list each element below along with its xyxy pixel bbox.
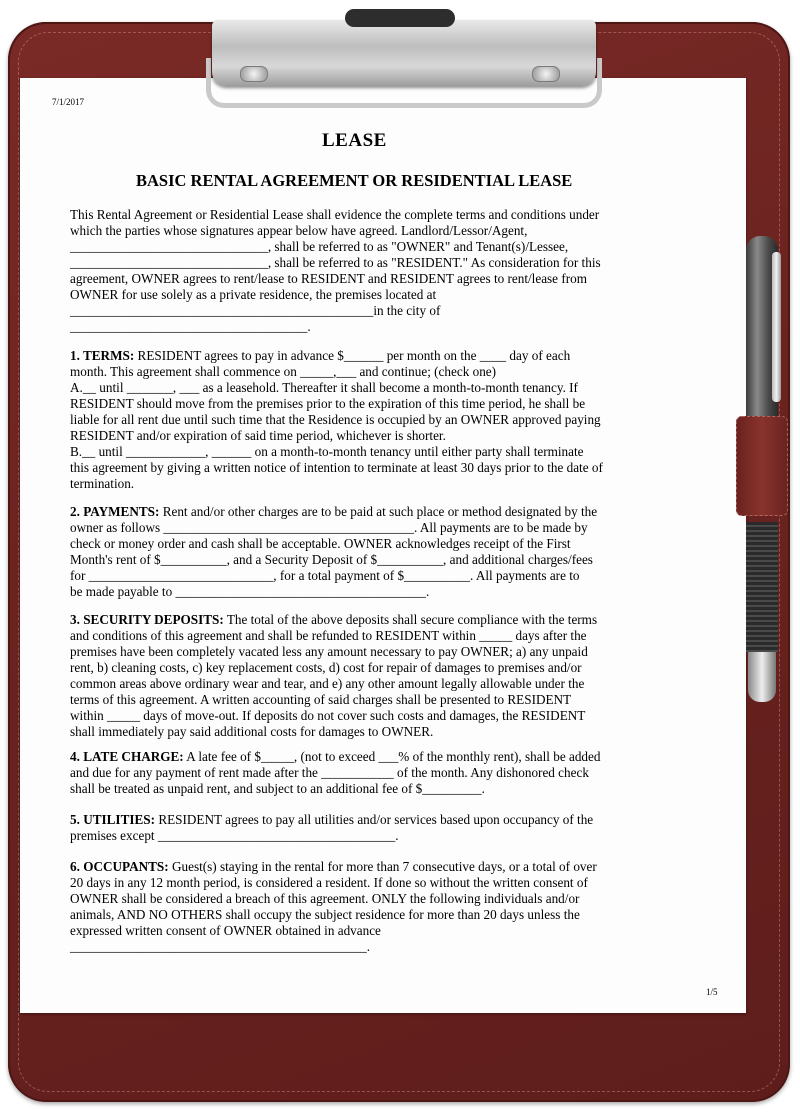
document-date: 7/1/2017: [52, 97, 85, 107]
intro-line: ______________________________, shall be referred to as "RESIDENT." As consideration for this: [70, 255, 601, 270]
payments-line: owner as follows ______________________________________. All payments are to be made by: [70, 520, 588, 535]
occupants-heading: 6. OCCUPANTS:: [70, 859, 169, 874]
intro-line: agreement, OWNER agrees to rent/lease to RESIDENT and RESIDENT agrees to rent/lease from: [70, 271, 587, 286]
pen-grip: [746, 522, 778, 652]
payments-line: Month's rent of $__________, and a Security Deposit of $__________, and additional charges/fees: [70, 552, 593, 567]
payments-line: check or money order and cash shall be acceptable. OWNER acknowledges receipt of the First: [70, 536, 571, 551]
occupants-line: OWNER shall be considered a breach of this agreement. ONLY the following individuals and/or: [70, 891, 580, 906]
occupants-section: [70, 859, 648, 955]
late-charge-line: and due for any payment of rent made after the ___________ of the month. Any dishonored check: [70, 765, 589, 780]
late-charge-heading: 4. LATE CHARGE:: [70, 749, 184, 764]
late-charge-line: shall be treated as unpaid rent, and subject to an additional fee of $_________.: [70, 781, 485, 796]
occupants-line: Guest(s) staying in the rental for more than 7 consecutive days, or a total of over: [168, 859, 597, 874]
late-charge-section: [70, 749, 648, 797]
clip-rivet-left: [240, 66, 268, 82]
terms-line: RESIDENT and/or expiration of said time period, whichever is shorter.: [70, 428, 446, 443]
deposits-line: shall immediately pay said additional costs for damages to OWNER.: [70, 724, 434, 739]
deposits-section: [70, 612, 648, 740]
payments-line: be made payable to ______________________________________.: [70, 584, 430, 599]
document-title: LEASE: [322, 130, 387, 151]
intro-line: ______________________________, shall be referred to as "OWNER" and Tenant(s)/Lessee,: [70, 239, 569, 254]
clip-hinge: [345, 9, 455, 27]
utilities-line: RESIDENT agrees to pay all utilities and/or services based upon occupancy of the: [155, 812, 594, 827]
deposits-line: and conditions of this agreement and shall be refunded to RESIDENT within _____ days after the: [70, 628, 587, 643]
payments-section: [70, 504, 648, 600]
deposits-line: within _____ days of move-out. If deposits do not cover such costs and damages, the RESIDENT: [70, 708, 586, 723]
utilities-line: premises except ____________________________________.: [70, 828, 399, 843]
payments-line: Rent and/or other charges are to be paid at such place or method designated by the: [159, 504, 598, 519]
utilities-section: [70, 812, 648, 844]
deposits-line: rent, b) cleaning costs, c) key replacement costs, d) cost for repair of damages to premises and/or: [70, 660, 582, 675]
occupants-line: expressed written consent of OWNER obtained in advance: [70, 923, 381, 938]
deposits-heading: 3. SECURITY DEPOSITS:: [70, 612, 224, 627]
intro-line: which the parties whose signatures appear below have agreed. Landlord/Lessor/Agent,: [70, 223, 528, 238]
intro-line: OWNER for use solely as a private residence, the premises located at: [70, 287, 437, 302]
intro-line: ______________________________________________in the city of: [70, 303, 441, 318]
occupants-line: 20 days in any 12 month period, is considered a resident. If done so without the written consent of: [70, 875, 588, 890]
document-subtitle: BASIC RENTAL AGREEMENT OR RESIDENTIAL LEASE: [136, 171, 573, 190]
occupants-line: animals, AND NO OTHERS shall occupy the subject residence for more than 20 days unless the: [70, 907, 580, 922]
terms-line: this agreement by giving a written notice of intention to terminate at least 30 days prior to the date of: [70, 460, 603, 475]
utilities-heading: 5. UTILITIES:: [70, 812, 156, 827]
payments-heading: 2. PAYMENTS:: [70, 504, 160, 519]
page-number: 1/5: [706, 987, 718, 997]
pen-tip: [748, 652, 776, 702]
intro-paragraph: [70, 207, 648, 335]
pen-clip: [772, 252, 781, 402]
clip-rivet-right: [532, 66, 560, 82]
payments-line: for ____________________________, for a total payment of $__________. All payments are to: [70, 568, 580, 583]
late-charge-line: A late fee of $_____, (not to exceed ___% of the monthly rent), shall be added: [183, 749, 601, 764]
pen-holder-strap: [736, 416, 788, 516]
intro-line: This Rental Agreement or Residential Lease shall evidence the complete terms and conditions under: [70, 207, 600, 222]
terms-line: month. This agreement shall commence on _____,___ and continue; (check one): [70, 364, 497, 379]
deposits-line: The total of the above deposits shall secure compliance with the terms: [223, 612, 598, 627]
terms-section: [70, 348, 648, 492]
deposits-line: terms of this agreement. A written accounting of said charges shall be presented to RESIDENT: [70, 692, 572, 707]
terms-line: A.__ until _______, ___ as a leasehold. Thereafter it shall become a month-to-month tenancy. If: [70, 380, 578, 395]
terms-line: RESIDENT should move from the premises prior to the expiration of this time period, he shall be: [70, 396, 586, 411]
deposits-line: premises have been completely vacated less any amount necessary to pay OWNER; a) any unpaid: [70, 644, 588, 659]
terms-line: RESIDENT agrees to pay in advance $______ per month on the ____ day of each: [134, 348, 571, 363]
intro-line: ____________________________________.: [70, 319, 311, 334]
terms-heading: 1. TERMS:: [70, 348, 135, 363]
deposits-line: common areas above ordinary wear and tear, and e) any other amount legally allowable under the: [70, 676, 585, 691]
terms-line: termination.: [70, 476, 135, 491]
pen: [742, 236, 782, 706]
terms-line: liable for all rent due until such time that the Residence is occupied by an OWNER approved paying: [70, 412, 601, 427]
terms-line: B.__ until ____________, ______ on a month-to-month tenancy until either party shall terminate: [70, 444, 584, 459]
occupants-line: _____________________________________________.: [70, 939, 371, 954]
